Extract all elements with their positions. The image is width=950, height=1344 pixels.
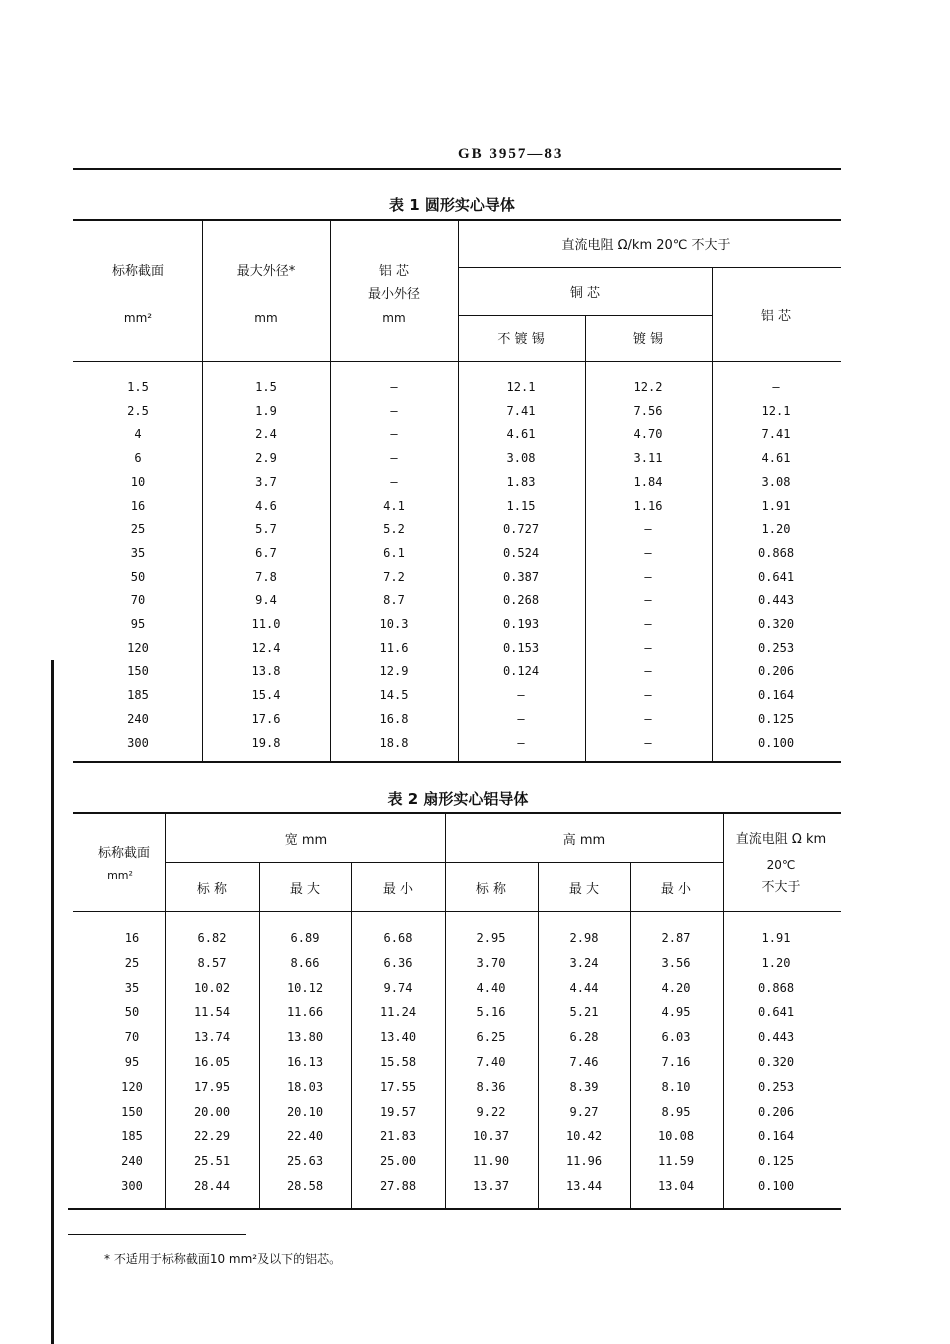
t1-cell: 12.1 (761, 403, 791, 418)
t2-cell: 0.868 (757, 980, 795, 995)
table1-caption: 表 1 圆形实心导体 (389, 196, 515, 214)
t2-cell: 185 (121, 1129, 143, 1144)
t1-cell: 12.2 (633, 380, 663, 394)
t1-cell: 1.5 (255, 380, 277, 394)
t1-cell: — (390, 427, 398, 442)
t2-cell: 10.37 (472, 1129, 510, 1144)
t2-cell: 6.36 (383, 955, 413, 970)
t2-cell: 10.02 (193, 980, 231, 995)
t1-header-nominal-area: 标称截面 (111, 264, 165, 279)
t1-header-dc-resistance: 直流电阻 Ω/km 20℃ 不大于 (561, 238, 731, 253)
t1-cell: 1.84 (633, 474, 663, 489)
t2-cell: 300 (121, 1179, 143, 1193)
t1-cell: 1.91 (761, 498, 791, 513)
t2-cell: 13.74 (193, 1030, 231, 1045)
footnote: * 不适用于标称截面10 mm²及以下的铝芯。 (104, 1252, 342, 1266)
t2-cell: 17.55 (379, 1079, 417, 1094)
t2-header-width-min: 最 小 (382, 882, 414, 897)
t2-header-not-more: 不大于 (761, 880, 801, 895)
table2-caption: 表 2 扇形实心铝导体 (387, 790, 529, 808)
t1-cell: — (644, 522, 652, 537)
t1-cell: 0.268 (502, 593, 540, 608)
t2-cell: 1.20 (761, 955, 791, 970)
t2-cell: 8.66 (290, 955, 320, 970)
t2-cell: 120 (121, 1079, 143, 1094)
t2-header-width-max: 最 大 (289, 882, 321, 897)
t1-cell: 0.100 (757, 735, 795, 750)
t1-cell: — (644, 569, 652, 584)
t2-cell: 15.58 (379, 1055, 417, 1069)
t2-cell: 0.641 (757, 1005, 795, 1020)
t2-cell: 4.95 (661, 1005, 691, 1020)
t2-cell: 8.39 (569, 1079, 599, 1094)
t1-cell: 0.206 (757, 664, 795, 679)
t1-cell: 5.2 (383, 522, 405, 537)
t2-cell: 0.125 (757, 1154, 795, 1169)
t1-cell: 240 (127, 711, 149, 726)
t1-cell: 2.9 (255, 451, 277, 466)
t1-cell: 1.16 (633, 498, 663, 513)
t2-cell: 13.40 (379, 1030, 417, 1045)
table1-col-divider (330, 220, 331, 762)
t1-cell: 3.7 (255, 474, 277, 489)
t2-cell: 2.87 (661, 931, 691, 945)
header-rule (73, 168, 841, 170)
t1-header-cu-core: 铜 芯 (569, 286, 601, 301)
t2-cell: 3.70 (476, 955, 506, 970)
t2-cell: 20.10 (286, 1104, 324, 1119)
t1-cell: 13.8 (251, 664, 281, 679)
t1-cell: 6.7 (255, 545, 277, 560)
t1-cell: 16.8 (379, 711, 409, 726)
t2-cell: 8.57 (197, 955, 227, 970)
t1-cell: 0.320 (757, 617, 795, 631)
t2-cell: 2.98 (569, 931, 599, 945)
t1-cell: 11.6 (379, 640, 409, 655)
t1-cell: 6.1 (383, 545, 405, 560)
t1-cell: 3.11 (633, 451, 663, 466)
t2-cell: 20.00 (193, 1104, 231, 1119)
t1-cell: 120 (127, 640, 149, 655)
table2-col-divider (538, 863, 539, 1209)
t2-cell: 9.22 (476, 1104, 506, 1119)
t2-cell: 25.63 (286, 1154, 324, 1169)
t1-cell: 12.9 (379, 664, 409, 679)
t2-cell: 11.54 (193, 1005, 231, 1020)
t1-header-cu-untinned: 不 镀 锡 (497, 332, 545, 347)
t2-cell: 13.80 (286, 1030, 324, 1045)
t2-cell: 6.89 (290, 931, 320, 945)
t1-cell: 7.41 (506, 403, 536, 418)
t1-cell: 4.70 (633, 427, 663, 442)
t2-cell: 16.05 (193, 1055, 231, 1069)
t1-cell: 1.20 (761, 522, 791, 537)
t1-cell: 4.1 (383, 498, 405, 513)
document-header: GB 3957—83 (458, 146, 564, 162)
t1-cell: 1.15 (506, 498, 536, 513)
t2-cell: 6.28 (569, 1030, 599, 1045)
t2-cell: 4.44 (569, 980, 599, 995)
t2-cell: 0.443 (757, 1030, 795, 1045)
t1-cell: 18.8 (379, 735, 409, 750)
t2-cell: 4.20 (661, 980, 691, 995)
t2-cell: 11.90 (472, 1154, 510, 1169)
table1-col-divider (202, 220, 203, 762)
t2-cell: 13.44 (565, 1179, 603, 1193)
t2-cell: 0.164 (757, 1129, 795, 1144)
t2-cell: 11.24 (379, 1005, 417, 1020)
t2-cell: 2.95 (476, 931, 506, 945)
t1-cell: 3.08 (506, 451, 536, 466)
t2-header-height: 高 mm (562, 833, 606, 848)
t1-cell: 150 (127, 664, 149, 679)
t2-cell: 7.16 (661, 1055, 691, 1069)
t1-cell: 35 (130, 545, 146, 560)
t1-cell: 7.2 (383, 569, 405, 584)
t1-header-al-min-od: 最小外径 (367, 287, 421, 302)
t1-cell: 0.253 (757, 640, 795, 655)
t1-cell: 7.56 (633, 403, 663, 418)
t2-cell: 25.00 (379, 1154, 417, 1169)
t1-cell: — (390, 474, 398, 489)
t2-cell: 8.10 (661, 1079, 691, 1094)
table2-col-divider (259, 863, 260, 1209)
t2-cell: 6.82 (197, 931, 227, 945)
t1-cell: 8.7 (383, 593, 405, 608)
t1-cell: — (644, 688, 652, 703)
t2-cell: 6.25 (476, 1030, 506, 1045)
t2-header-nominal-area: 标称截面 (97, 846, 151, 861)
t1-header-cu-tinned: 镀 锡 (632, 332, 664, 347)
table2-col-divider (630, 863, 631, 1209)
t2-cell: 11.59 (657, 1154, 695, 1169)
t2-header-height-max: 最 大 (568, 882, 600, 897)
t1-cell: 7.8 (255, 569, 277, 584)
t1-cell: 0.387 (502, 569, 540, 584)
t1-cell: 5.7 (255, 522, 277, 537)
t2-cell: 27.88 (379, 1179, 417, 1193)
t2-cell: 9.27 (569, 1104, 599, 1119)
t1-cell: 10 (130, 474, 146, 489)
t1-cell: 50 (130, 569, 146, 584)
t2-cell: 70 (124, 1030, 140, 1045)
t2-header-height-min: 最 小 (660, 882, 692, 897)
t2-cell: 6.68 (383, 931, 413, 945)
t1-header-nominal-area-unit: mm² (123, 311, 153, 325)
table1-header-divider-2 (459, 315, 713, 316)
t1-cell: 0.641 (757, 569, 795, 584)
table1-header-bottom-rule (73, 361, 841, 362)
t1-cell: 4.61 (761, 451, 791, 466)
t1-cell: — (390, 451, 398, 466)
t2-cell: 0.100 (757, 1179, 795, 1193)
t2-cell: 21.83 (379, 1129, 417, 1144)
t2-cell: 150 (121, 1104, 143, 1119)
t2-cell: 16 (124, 931, 140, 945)
t2-cell: 0.320 (757, 1055, 795, 1069)
t1-header-al-core: 铝 芯 (378, 264, 410, 279)
table1-col-divider (712, 268, 713, 762)
t2-header-width-nominal: 标 称 (196, 882, 228, 897)
t2-cell: 0.253 (757, 1079, 795, 1094)
table1-top-rule (73, 219, 841, 221)
t1-cell: — (517, 711, 525, 726)
t2-cell: 10.12 (286, 980, 324, 995)
t2-cell: 5.21 (569, 1005, 599, 1020)
t2-cell: 25 (124, 955, 140, 970)
t1-cell: — (517, 735, 525, 750)
footnote-rule (68, 1234, 246, 1235)
t1-cell: 19.8 (251, 735, 281, 750)
t1-cell: 2.5 (127, 403, 149, 418)
table2-col-divider (351, 863, 352, 1209)
t1-cell: 0.164 (757, 688, 795, 703)
t1-cell: 0.524 (502, 545, 540, 560)
t1-cell: 2.4 (255, 427, 277, 442)
t2-cell: 7.40 (476, 1055, 506, 1069)
t2-cell: 18.03 (286, 1079, 324, 1094)
t1-cell: 0.443 (757, 593, 795, 608)
t1-cell: 0.124 (502, 664, 540, 679)
t1-cell: — (644, 617, 652, 631)
t1-header-max-od: 最大外径* (236, 264, 296, 279)
t2-cell: 9.74 (383, 980, 413, 995)
t2-cell: 35 (124, 980, 140, 995)
t1-cell: — (390, 403, 398, 418)
t1-cell: — (644, 593, 652, 608)
table2-col-divider (165, 813, 166, 1209)
t2-cell: 22.29 (193, 1129, 231, 1144)
table1-col-divider (585, 316, 586, 762)
t1-cell: — (644, 545, 652, 560)
t1-cell: 185 (127, 688, 149, 703)
t1-cell: 7.41 (761, 427, 791, 442)
t2-cell: 240 (121, 1154, 143, 1169)
t1-cell: 12.4 (251, 640, 281, 655)
t2-cell: 25.51 (193, 1154, 231, 1169)
t1-cell: 4 (134, 427, 142, 442)
table2-col-divider (723, 813, 724, 1209)
table2-header-bottom-rule (73, 911, 841, 912)
t2-cell: 10.08 (657, 1129, 695, 1144)
table1-header-divider-1 (459, 267, 841, 268)
t1-cell: — (644, 664, 652, 679)
t2-cell: 19.57 (379, 1104, 417, 1119)
t2-cell: 11.96 (565, 1154, 603, 1169)
t2-cell: 10.42 (565, 1129, 603, 1144)
t2-header-width: 宽 mm (284, 833, 328, 848)
t1-cell: — (772, 380, 780, 394)
t1-cell: 9.4 (255, 593, 277, 608)
t1-cell: 1.83 (506, 474, 536, 489)
t1-cell: 25 (130, 522, 146, 537)
t2-cell: 22.40 (286, 1129, 324, 1144)
t2-header-nominal-area-unit: mm² (107, 869, 133, 882)
t2-cell: 5.16 (476, 1005, 506, 1020)
t2-header-height-nominal: 标 称 (475, 882, 507, 897)
t1-cell: 95 (130, 617, 146, 631)
t1-cell: 11.0 (251, 617, 281, 631)
t1-cell: 15.4 (251, 688, 281, 703)
t2-cell: 16.13 (286, 1055, 324, 1069)
t1-cell: — (644, 640, 652, 655)
t1-cell: — (644, 711, 652, 726)
t1-cell: 3.08 (761, 474, 791, 489)
t1-cell: 0.153 (502, 640, 540, 655)
t2-cell: 3.24 (569, 955, 599, 970)
t2-cell: 3.56 (661, 955, 691, 970)
t2-cell: 8.36 (476, 1079, 506, 1094)
t2-cell: 11.66 (286, 1005, 324, 1020)
t1-header-al-min-od-unit: mm (382, 311, 406, 325)
t2-header-temp: 20℃ (766, 858, 796, 872)
t1-cell: 0.193 (502, 617, 540, 631)
t1-cell: 10.3 (379, 617, 409, 631)
table2-bottom-rule (68, 1208, 841, 1210)
t1-cell: 0.868 (757, 545, 795, 560)
t1-cell: 70 (130, 593, 146, 608)
t1-cell: 0.727 (502, 522, 540, 537)
t1-cell: — (390, 380, 398, 394)
t2-cell: 1.91 (761, 931, 791, 945)
t1-cell: 300 (127, 735, 149, 750)
table2-top-rule (73, 812, 841, 814)
t1-cell: — (517, 688, 525, 703)
table1-bottom-rule (73, 761, 841, 763)
t1-cell: 16 (130, 498, 146, 513)
t2-cell: 7.46 (569, 1055, 599, 1069)
t1-cell: — (644, 735, 652, 750)
t2-cell: 8.95 (661, 1104, 691, 1119)
t2-cell: 95 (124, 1055, 140, 1069)
table2-col-divider (445, 813, 446, 1209)
t1-cell: 14.5 (379, 688, 409, 703)
t1-cell: 0.125 (757, 711, 795, 726)
t1-cell: 6 (134, 451, 142, 466)
t2-cell: 6.03 (661, 1030, 691, 1045)
t2-cell: 28.44 (193, 1179, 231, 1193)
t2-cell: 4.40 (476, 980, 506, 995)
scan-margin-bar (51, 660, 54, 1344)
t2-header-dc-resistance: 直流电阻 Ω km (735, 832, 827, 847)
t2-cell: 0.206 (757, 1104, 795, 1119)
t2-cell: 13.37 (472, 1179, 510, 1193)
t1-cell: 1.5 (127, 380, 149, 394)
t1-header-max-od-unit: mm (254, 311, 278, 325)
t2-cell: 17.95 (193, 1079, 231, 1094)
t1-cell: 17.6 (251, 711, 281, 726)
t2-cell: 28.58 (286, 1179, 324, 1193)
t2-cell: 13.04 (657, 1179, 695, 1193)
t1-cell: 4.6 (255, 498, 277, 513)
t1-header-al-core-resistance: 铝 芯 (760, 309, 792, 324)
t1-cell: 12.1 (506, 380, 536, 394)
t1-cell: 1.9 (255, 403, 277, 418)
t2-cell: 50 (124, 1005, 140, 1020)
table1-col-divider (458, 220, 459, 762)
t1-cell: 4.61 (506, 427, 536, 442)
